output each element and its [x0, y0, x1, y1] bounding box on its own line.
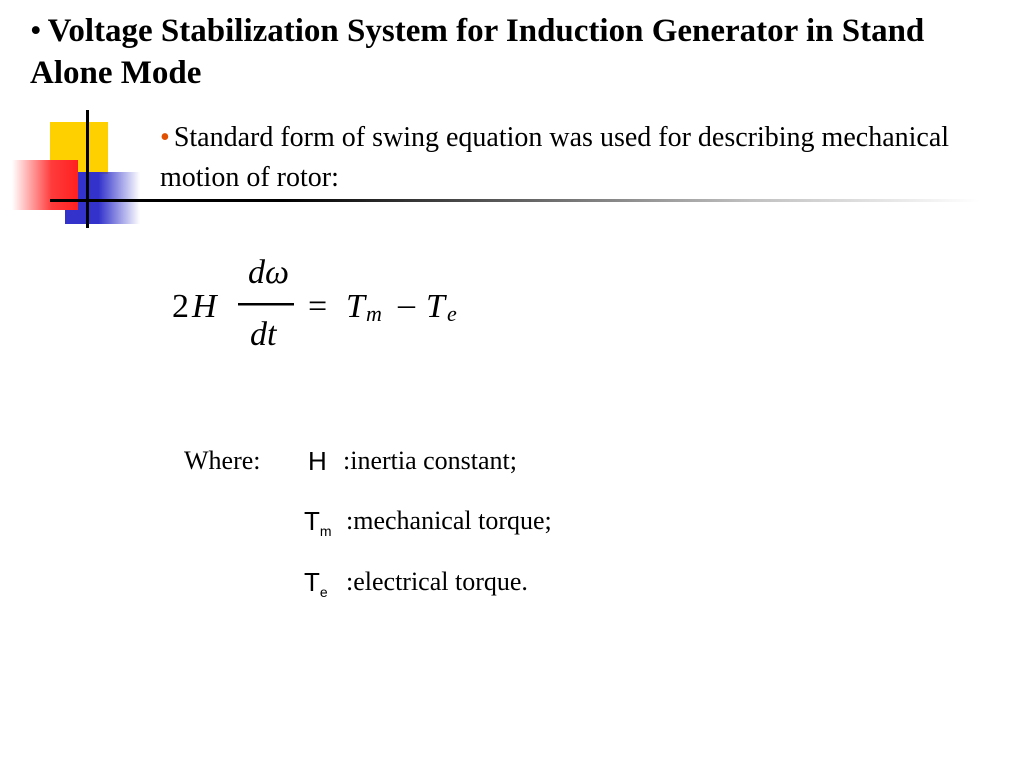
- symbol-Tm: [304, 505, 332, 547]
- eq-minus: –: [398, 286, 415, 323]
- symbol-H: [308, 445, 327, 477]
- title-text: Voltage Stabilization System for Induction Generator in Stand Alone Mode: [30, 13, 925, 91]
- sub-bullet: •: [160, 122, 170, 153]
- swing-equation: [170, 245, 500, 355]
- eq-Tm-sub: m: [366, 301, 382, 326]
- eq-equals: =: [308, 288, 328, 325]
- symbol-Te: [304, 566, 328, 608]
- symbol-Tm-letter: T: [304, 506, 320, 536]
- eq-coefficient: 2: [172, 288, 189, 325]
- vertical-rule: [86, 110, 89, 228]
- slide-title: [30, 10, 990, 94]
- definition-inertia: :inertia constant;: [343, 446, 518, 475]
- title-bullet: •: [30, 13, 42, 49]
- eq-Te-sub: e: [447, 301, 457, 326]
- eq-denominator: dt: [250, 316, 277, 353]
- eq-H: H: [192, 288, 217, 325]
- symbol-Te-sub: e: [319, 584, 328, 601]
- horizontal-rule: [50, 199, 980, 202]
- eq-Te: T: [426, 288, 445, 325]
- sub-text: Standard form of swing equation was used for describing mechanical motion of rotor:: [160, 122, 950, 193]
- sub-point: [160, 118, 960, 198]
- eq-fraction-bar: [238, 303, 294, 306]
- symbol-Tm-sub: m: [319, 523, 332, 540]
- red-square-decoration: [12, 160, 78, 210]
- definition-electrical: :electrical torque.: [346, 567, 528, 596]
- symbol-Te-letter: T: [304, 567, 320, 597]
- eq-Tm: T: [346, 288, 365, 325]
- symbol-H-letter: H: [308, 446, 327, 476]
- definition-mechanical: :mechanical torque;: [346, 506, 552, 535]
- where-label: Where:: [184, 446, 261, 475]
- eq-numerator: dω: [248, 254, 290, 291]
